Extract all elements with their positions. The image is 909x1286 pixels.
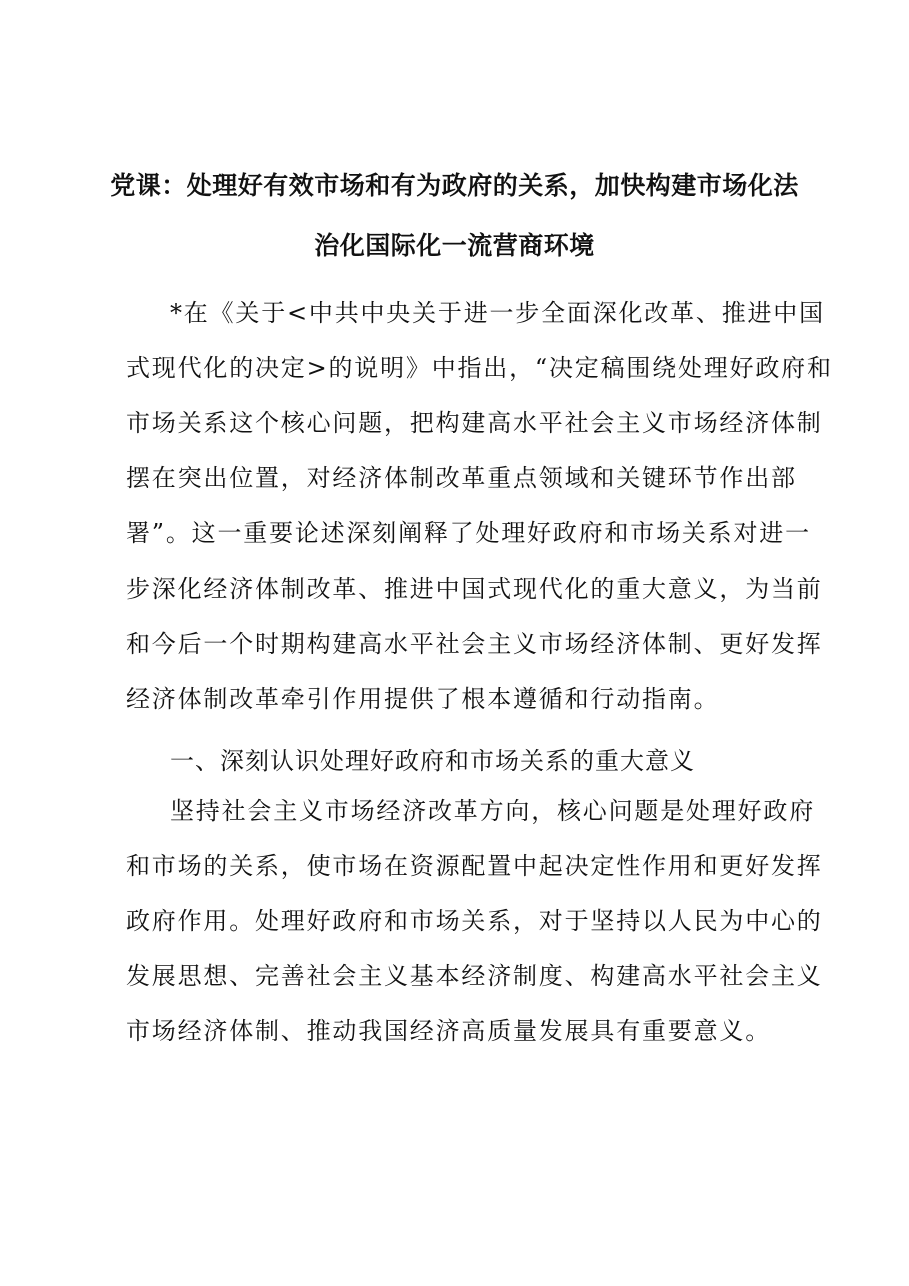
document-title-line-2: 治化国际化一流营商环境 xyxy=(314,231,595,260)
intro-line-4: 摆在突出位置，对经济体制改革重点领域和关键环节作出部 xyxy=(126,464,797,492)
document-title-line-1: 党课：处理好有效市场和有为政府的关系，加快构建市场化法 xyxy=(110,171,799,200)
section-line-3: 政府作用。处理好政府和市场关系，对于坚持以人民为中心的 xyxy=(126,907,823,935)
intro-line-3: 市场关系这个核心问题，把构建高水平社会主义市场经济体制 xyxy=(126,409,823,437)
intro-line-2: 式现代化的决定>的说明》中指出，“决定稿围绕处理好政府和 xyxy=(126,354,833,382)
section-line-5: 市场经济体制、推动我国经济高质量发展具有重要意义。 xyxy=(126,1017,771,1045)
section-line-4: 发展思想、完善社会主义基本经济制度、构建高水平社会主义 xyxy=(126,962,823,990)
intro-line-5: 署”。这一重要论述深刻阐释了处理好政府和市场关系对进一 xyxy=(126,519,811,547)
section-line-2: 和市场的关系，使市场在资源配置中起决定性作用和更好发挥 xyxy=(126,852,823,880)
section-heading: 一、深刻认识处理好政府和市场关系的重大意义 xyxy=(170,747,695,775)
section-line-1: 坚持社会主义市场经济改革方向，核心问题是处理好政府 xyxy=(170,797,815,825)
intro-line-6: 步深化经济体制改革、推进中国式现代化的重大意义，为当前 xyxy=(126,575,823,603)
intro-line-7: 和今后一个时期构建高水平社会主义市场经济体制、更好发挥 xyxy=(126,630,823,658)
intro-line-1: *在《关于<中共中央关于进一步全面深化改革、推进中国 xyxy=(170,299,825,327)
intro-line-8: 经济体制改革牵引作用提供了根本遵循和行动指南。 xyxy=(126,685,720,713)
